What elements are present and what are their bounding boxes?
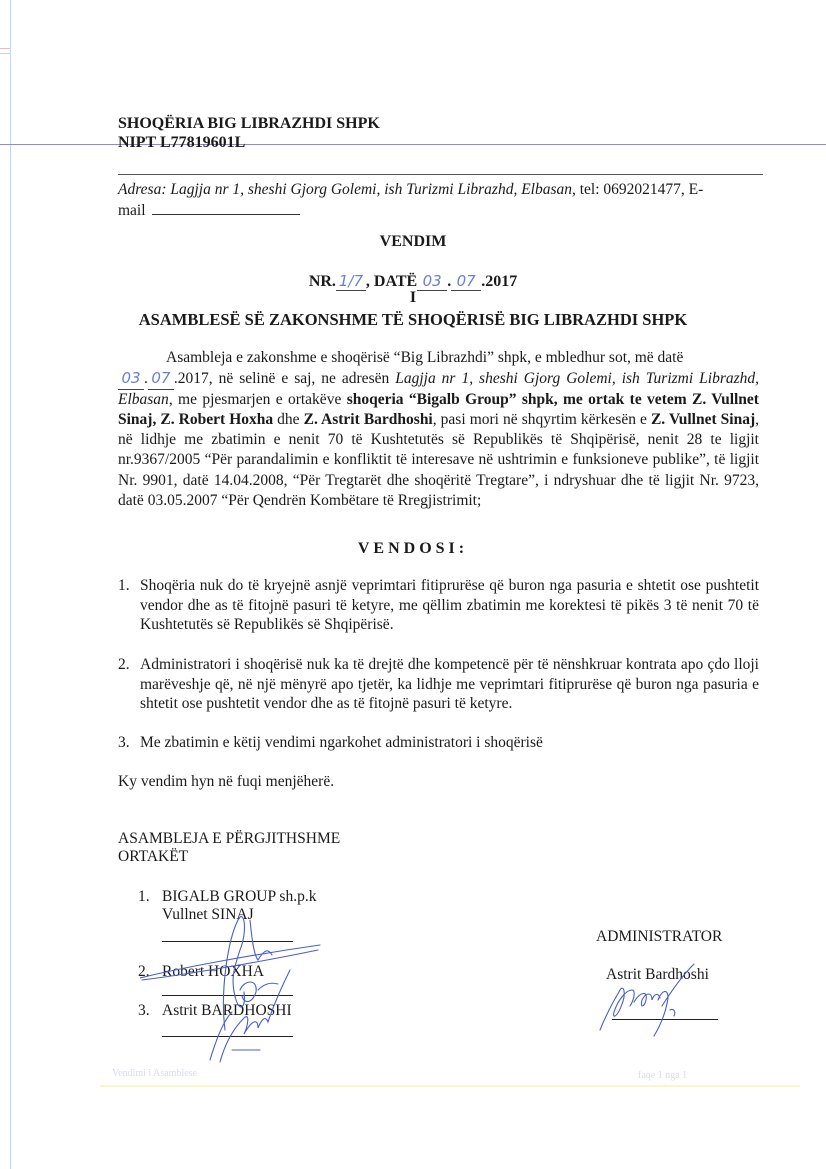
intro-date-sep: .	[144, 370, 148, 388]
assembly-label: ASAMBLEJA E PËRGJITHSHME	[118, 830, 341, 847]
intro-requester: Z. Vullnet Sinaj	[650, 410, 756, 428]
intro-address: Lagjja nr 1, sheshi Gjorg Golemi, ish Turizmi Librazhd, Elbasan	[118, 370, 760, 408]
partner-name: BIGALB GROUP sh.p.k	[162, 888, 317, 905]
intro-partners: shoqeria “Bigalb Group” shpk, me ortak te vetem Z. Vullnet Sinaj, Z. Robert Hoxha	[118, 390, 759, 428]
intro-date-month: 07	[148, 368, 174, 389]
intro-text: , me pjesmarjen e ortakëve	[168, 390, 347, 408]
address-phone: tel: 0692021477, E-	[575, 181, 704, 198]
partners-signature	[140, 900, 340, 1065]
item-text: Me zbatimin e këtij vendimi ngarkohet administratori i shoqërisë	[140, 734, 543, 751]
signature-line	[162, 995, 293, 996]
footer-divider	[100, 1085, 800, 1087]
email-label: mail	[118, 202, 146, 219]
item-text: Shoqëria nuk do të kryejnë asnjë veprimtari fitiprurëse që buron nga pasuria e shtetit ose pushtetit vendor dhe as të fitojnë pasuri të ketyre, me qëllim zbatimin me korektesi të pikës 3 të nenit 70 të Kushtetutës së Republikës së Shqipërisë.	[140, 577, 759, 633]
intro-text: , në lidhje me zbatimin e nenit 70 të Kushtetutës së Republikës të Shqipërisë, nenit 28 te ligjit nr.9367/2005 “Për parandalimin e konfliktit të interesave në ushtrimin e funksioneve publike”, të ligjit Nr. 9901, datë 14.04.2008, “Për Tregtarët dhe shoqëritë Tregtare”, i ndryshuar dhe të ligjit Nr. 9723, datë 03.05.2007 “Për Qendrën Kombëtare të Rregjistrimit;	[118, 410, 759, 510]
document-title: VENDIM	[379, 233, 447, 250]
nr-handwritten-value: 1/7	[336, 272, 366, 291]
title-connector: I	[409, 289, 417, 306]
document-subtitle: ASAMBLESË SË ZAKONSHME TË SHOQËRISË BIG LIBRAZHDI SHPK	[138, 310, 688, 329]
intro-text: dhe	[273, 410, 304, 428]
date-label: , DATË	[365, 273, 418, 290]
partner-number: 1.	[138, 888, 150, 905]
decision-item	[118, 576, 759, 635]
partner-number: 3.	[138, 1002, 150, 1019]
partner-number: 2.	[138, 963, 150, 980]
partners-label: ORTAKËT	[118, 848, 189, 865]
partner-2	[138, 962, 264, 981]
date-separator: .	[447, 273, 452, 290]
date-year: .2017	[481, 273, 518, 290]
partner-3	[138, 1001, 292, 1020]
item-text: Administratori i shoqërisë nuk ka të drejtë dhe kompetencë për të nënshkruar kontrata apo çdo lloji marëveshje që, në një mënyrë apo tjetër, ka lidhje me veprimtari fitiprurëse që buron nga pasuria e shtetit ose pushtetit vendor dhe as të fitojnë pasuri të ketyre.	[140, 656, 759, 712]
company-nipt: NIPT L77819601L	[118, 134, 246, 151]
company-name: SHOQËRIA BIG LIBRAZHDI SHPK	[118, 115, 380, 132]
intro-partner-name: Z. Astrit Bardhoshi	[303, 410, 433, 428]
effective-statement: Ky vendim hyn në fuqi menjëherë.	[118, 773, 335, 790]
item-number: 1.	[118, 577, 130, 594]
address-divider	[118, 174, 763, 175]
footer-document-name: Vendimi i Asamblese	[112, 1068, 197, 1079]
scan-mark	[0, 53, 10, 54]
scan-mark	[0, 48, 10, 49]
administrator-signature-line	[612, 1019, 718, 1020]
company-address	[118, 180, 758, 221]
decision-item	[118, 655, 759, 714]
email-blank-line	[152, 200, 300, 215]
letterhead	[118, 114, 380, 152]
address-text: Adresa: Lagjja nr 1, sheshi Gjorg Golemi, ish Turizmi Librazhd, Elbasan,	[118, 181, 576, 198]
intro-text: .2017, në selinë e saj, ne adresën	[173, 370, 396, 388]
administrator-name: Astrit Bardhoshi	[606, 966, 709, 983]
item-number: 2.	[118, 656, 130, 673]
partner-name: Robert HOXHA	[162, 963, 265, 980]
date-day-handwritten: 03	[417, 272, 447, 291]
administrator-title: ADMINISTRATOR	[596, 928, 723, 945]
item-number: 3.	[118, 734, 130, 751]
nr-label: NR.	[308, 273, 336, 290]
intro-date-day: 03	[118, 368, 144, 389]
decision-item	[118, 733, 759, 753]
partner-1-representative: Vullnet SINAJ	[162, 906, 254, 923]
intro-text: Asambleja e zakonshme e shoqërisë “Big Librazhdi” shpk, e mbledhur sot, më datë	[166, 349, 684, 366]
signature-line	[162, 1036, 293, 1037]
decision-heading: VENDOSI:	[357, 540, 469, 557]
signature-line	[162, 941, 293, 942]
footer-page-number: faqe 1 nga 1	[638, 1070, 688, 1081]
intro-text: , pasi mori në shqyrtim kërkesën e	[432, 410, 651, 428]
date-month-handwritten: 07	[451, 272, 481, 291]
partner-name: Astrit BARDHOSHI	[162, 1002, 292, 1019]
intro-paragraph	[118, 348, 759, 511]
partner-1	[138, 887, 316, 906]
scan-edge-line	[10, 0, 11, 1169]
